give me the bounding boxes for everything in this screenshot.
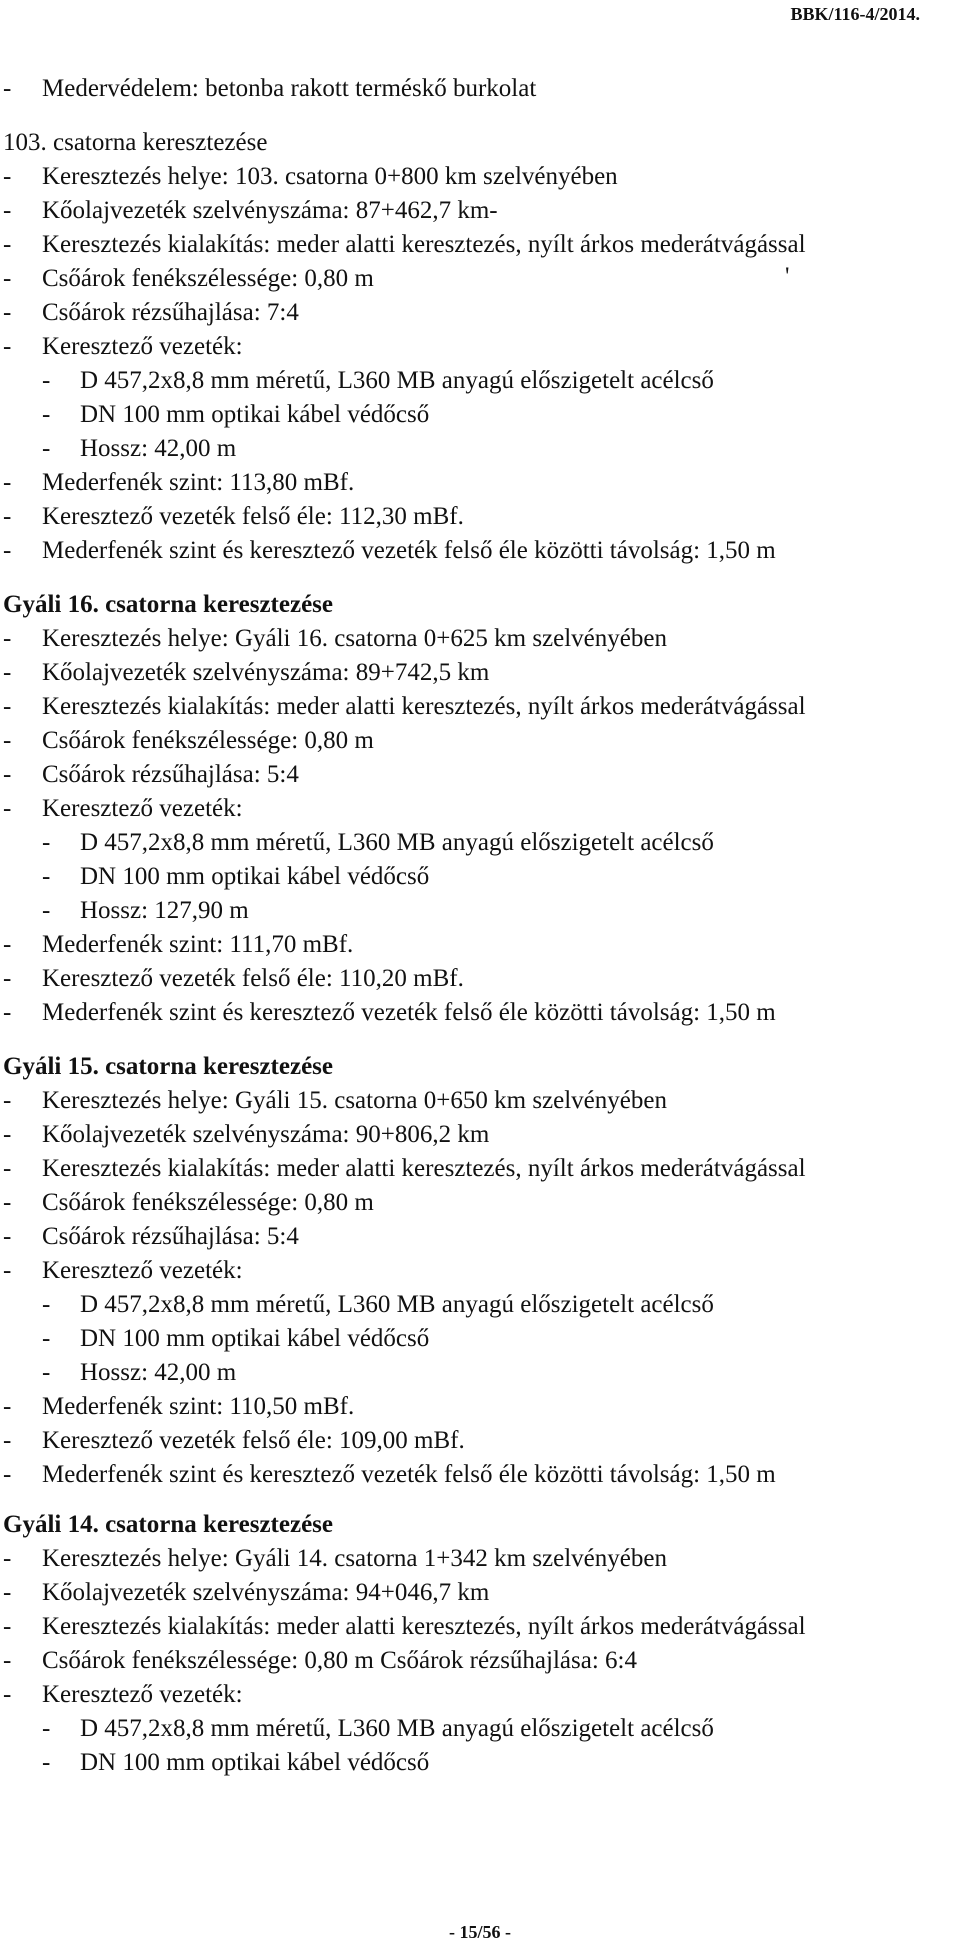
list-item: - Csőárok fenékszélessége: 0,80 m bbox=[3, 727, 374, 754]
sub-list-item: - Hossz: 42,00 m bbox=[42, 435, 237, 462]
line-text: Medervédelem: betonba rakott terméskő burkolat bbox=[42, 75, 537, 102]
list-item: - Keresztezés kialakítás: meder alatti keresztezés, nyílt árkos mederátvágással bbox=[3, 693, 806, 720]
list-item: - Keresztező vezeték: bbox=[3, 1681, 243, 1708]
list-item: - Mederfenék szint és keresztező vezeték felső éle közötti távolság: 1,50 m bbox=[3, 1461, 776, 1488]
list-item: - Keresztezés helye: Gyáli 14. csatorna 1+342 km szelvényében bbox=[3, 1545, 667, 1572]
list-item: - Csőárok rézsűhajlása: 7:4 bbox=[3, 299, 299, 326]
list-item: - Keresztezés helye: Gyáli 16. csatorna 0+625 km szelvényében bbox=[3, 625, 667, 652]
list-item: - Csőárok fenékszélessége: 0,80 m Csőárok rézsűhajlása: 6:4 bbox=[3, 1647, 637, 1674]
list-item: - Kőolajvezeték szelvényszáma: 87+462,7 km- bbox=[3, 197, 498, 224]
list-item: - Keresztező vezeték felső éle: 109,00 mBf. bbox=[3, 1427, 465, 1454]
sub-list-item: - Hossz: 127,90 m bbox=[42, 897, 249, 924]
list-item: - Keresztezés kialakítás: meder alatti keresztezés, nyílt árkos mederátvágással bbox=[3, 1613, 806, 1640]
list-item: - Csőárok rézsűhajlása: 5:4 bbox=[3, 1223, 299, 1250]
list-item bbox=[0, 72, 960, 106]
list-item: - Csőárok fenékszélessége: 0,80 m bbox=[3, 1189, 374, 1216]
list-item: - Keresztező vezeték: bbox=[3, 795, 243, 822]
list-item: - Mederfenék szint: 110,50 mBf. bbox=[3, 1393, 355, 1420]
list-item: - Kőolajvezeték szelvényszáma: 90+806,2 km bbox=[3, 1121, 490, 1148]
sub-list-item: - DN 100 mm optikai kábel védőcső bbox=[42, 1749, 430, 1776]
stray-tick-mark: ' bbox=[785, 263, 790, 290]
list-item: - Keresztezés kialakítás: meder alatti keresztezés, nyílt árkos mederátvágással bbox=[3, 1155, 806, 1182]
list-item: - Mederfenék szint és keresztező vezeték felső éle közötti távolság: 1,50 m bbox=[3, 537, 776, 564]
sub-list-item: - D 457,2x8,8 mm méretű, L360 MB anyagú előszigetelt acélcső bbox=[42, 1291, 714, 1318]
section-title-103: 103. csatorna keresztezése bbox=[3, 129, 268, 156]
sub-list-item: - DN 100 mm optikai kábel védőcső bbox=[42, 863, 430, 890]
sub-list-item: - D 457,2x8,8 mm méretű, L360 MB anyagú előszigetelt acélcső bbox=[42, 829, 714, 856]
section-title-gyali-15: Gyáli 15. csatorna keresztezése bbox=[3, 1053, 333, 1080]
section-title-gyali-16: Gyáli 16. csatorna keresztezése bbox=[3, 591, 333, 618]
sub-list-item: - DN 100 mm optikai kábel védőcső bbox=[42, 401, 430, 428]
sub-list-item: - DN 100 mm optikai kábel védőcső bbox=[42, 1325, 430, 1352]
list-item: - Keresztezés kialakítás: meder alatti keresztezés, nyílt árkos mederátvágással bbox=[3, 231, 806, 258]
bullet-dash: - bbox=[3, 75, 12, 102]
sub-list-item: - D 457,2x8,8 mm méretű, L360 MB anyagú előszigetelt acélcső bbox=[42, 1715, 714, 1742]
list-item: - Keresztezés helye: 103. csatorna 0+800 km szelvényében bbox=[3, 163, 618, 190]
section-title-gyali-14: Gyáli 14. csatorna keresztezése bbox=[3, 1511, 333, 1538]
list-item: - Keresztező vezeték felső éle: 110,20 mBf. bbox=[3, 965, 464, 992]
list-item: - Keresztező vezeték felső éle: 112,30 mBf. bbox=[3, 503, 464, 530]
list-item: - Kőolajvezeték szelvényszáma: 94+046,7 km bbox=[3, 1579, 490, 1606]
list-item: - Mederfenék szint: 111,70 mBf. bbox=[3, 931, 354, 958]
list-item: - Mederfenék szint és keresztező vezeték felső éle közötti távolság: 1,50 m bbox=[3, 999, 776, 1026]
page-number: - 15/56 - bbox=[449, 1922, 511, 1942]
list-item: - Keresztező vezeték: bbox=[3, 333, 243, 360]
list-item: - Keresztezés helye: Gyáli 15. csatorna 0+650 km szelvényében bbox=[3, 1087, 667, 1114]
list-item: - Csőárok fenékszélessége: 0,80 m ' bbox=[0, 262, 960, 296]
document-id: BBK/116-4/2014. bbox=[790, 4, 920, 24]
list-item: - Mederfenék szint: 113,80 mBf. bbox=[3, 469, 355, 496]
list-item: - Keresztező vezeték: bbox=[3, 1257, 243, 1284]
sub-list-item: - D 457,2x8,8 mm méretű, L360 MB anyagú előszigetelt acélcső bbox=[42, 367, 714, 394]
document-body bbox=[0, 72, 960, 1780]
sub-list-item: - Hossz: 42,00 m bbox=[42, 1359, 237, 1386]
list-item: - Kőolajvezeték szelvényszáma: 89+742,5 km bbox=[3, 659, 490, 686]
list-item: - Csőárok rézsűhajlása: 5:4 bbox=[3, 761, 299, 788]
